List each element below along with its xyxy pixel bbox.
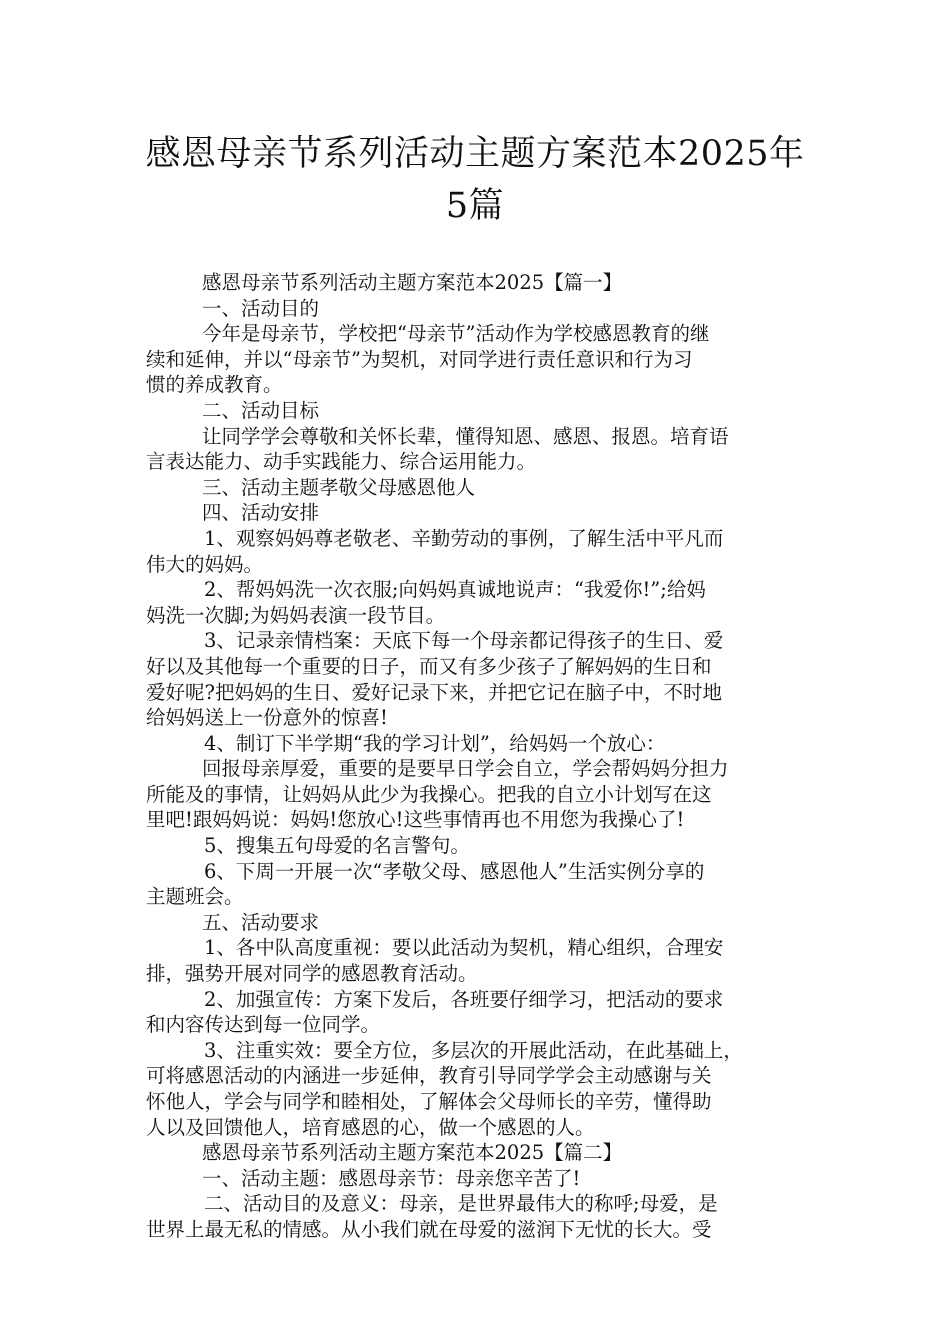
paragraph-line: 3、记录亲情档案：天底下每一个母亲都记得孩子的生日、爱 [204,629,724,653]
paragraph-line: 二、活动目的及意义：母亲，是世界最伟大的称呼;母爱，是 [204,1192,718,1216]
paragraph-line: 3、注重实效：要全方位，多层次的开展此活动，在此基础上， [204,1038,743,1062]
paragraph-line: 主题班会。 [146,885,244,909]
document-title-line-1: 感恩母亲节系列活动主题方案范本2025年 [145,134,805,174]
paragraph-line: 一、活动目的 [202,296,320,320]
paragraph-line: 2、加强宣传：方案下发后，各班要仔细学习，把活动的要求 [204,987,724,1011]
paragraph-line: 一、活动主题：感恩母亲节：母亲您辛苦了! [202,1166,581,1190]
document-title-line-2: 5篇 [445,186,505,226]
paragraph-line: 妈洗一次脚;为妈妈表演一段节目。 [146,603,446,627]
paragraph-line: 三、活动主题孝敬父母感恩他人 [202,475,476,499]
paragraph-line: 1、各中队高度重视：要以此活动为契机，精心组织，合理安 [204,936,724,960]
paragraph-line: 里吧!跟妈妈说：妈妈!您放心!这些事情再也不用您为我操心了! [146,808,685,832]
paragraph-line: 人以及回馈他人，培育感恩的心，做一个感恩的人。 [146,1115,595,1139]
paragraph-line: 伟大的妈妈。 [146,552,264,576]
paragraph-line: 5、搜集五句母爱的名言警句。 [204,834,470,858]
section-heading: 感恩母亲节系列活动主题方案范本2025【篇一】 [202,271,623,294]
paragraph-line: 今年是母亲节，学校把“母亲节”活动作为学校感恩教育的继 [202,322,710,346]
paragraph-line: 五、活动要求 [202,910,320,934]
paragraph-line: 回报母亲厚爱，重要的是要早日学会自立，学会帮妈妈分担力 [202,757,729,781]
paragraph-line: 四、活动安排 [202,501,320,525]
paragraph-line: 世界上最无私的情感。从小我们就在母爱的滋润下无忧的长大。受 [146,1217,712,1241]
paragraph-line: 6、下周一开展一次“孝敬父母、感恩他人”生活实例分享的 [204,859,705,883]
paragraph-line: 2、帮妈妈洗一次衣服;向妈妈真诚地说声：“我爱你!”;给妈 [204,578,706,602]
paragraph-line: 爱好呢?把妈妈的生日、爱好记录下来，并把它记在脑子中，不时地 [146,680,722,704]
paragraph-line: 1、观察妈妈尊老敬老、辛勤劳动的事例，了解生活中平凡而 [204,526,724,550]
paragraph-line: 让同学学会尊敬和关怀长辈，懂得知恩、感恩、报恩。培育语 [202,424,729,448]
paragraph-line: 续和延伸，并以“母亲节”为契机，对同学进行责任意识和行为习 [146,347,693,371]
paragraph-line: 4、制订下半学期“我的学习计划”，给妈妈一个放心： [204,731,666,755]
paragraph-line: 给妈妈送上一份意外的惊喜! [146,706,388,730]
paragraph-line: 怀他人，学会与同学和睦相处，了解体会父母师长的辛劳，懂得助 [146,1090,712,1113]
paragraph-line: 排，强势开展对同学的感恩教育活动。 [146,962,478,986]
document-body [146,270,808,1243]
paragraph-line: 惯的养成教育。 [146,373,283,397]
paragraph-line: 好以及其他每一个重要的日子，而又有多少孩子了解妈妈的生日和 [146,654,712,678]
paragraph-line: 所能及的事情，让妈妈从此少为我操心。把我的自立小计划写在这 [146,782,712,806]
paragraph-line: 二、活动目标 [202,398,320,422]
paragraph-line: 和内容传达到每一位同学。 [146,1013,381,1037]
section-heading: 感恩母亲节系列活动主题方案范本2025【篇二】 [202,1141,623,1165]
paragraph-line: 可将感恩活动的内涵进一步延伸，教育引导同学学会主动感谢与关 [146,1064,712,1088]
paragraph-line: 言表达能力、动手实践能力、综合运用能力。 [146,450,537,474]
